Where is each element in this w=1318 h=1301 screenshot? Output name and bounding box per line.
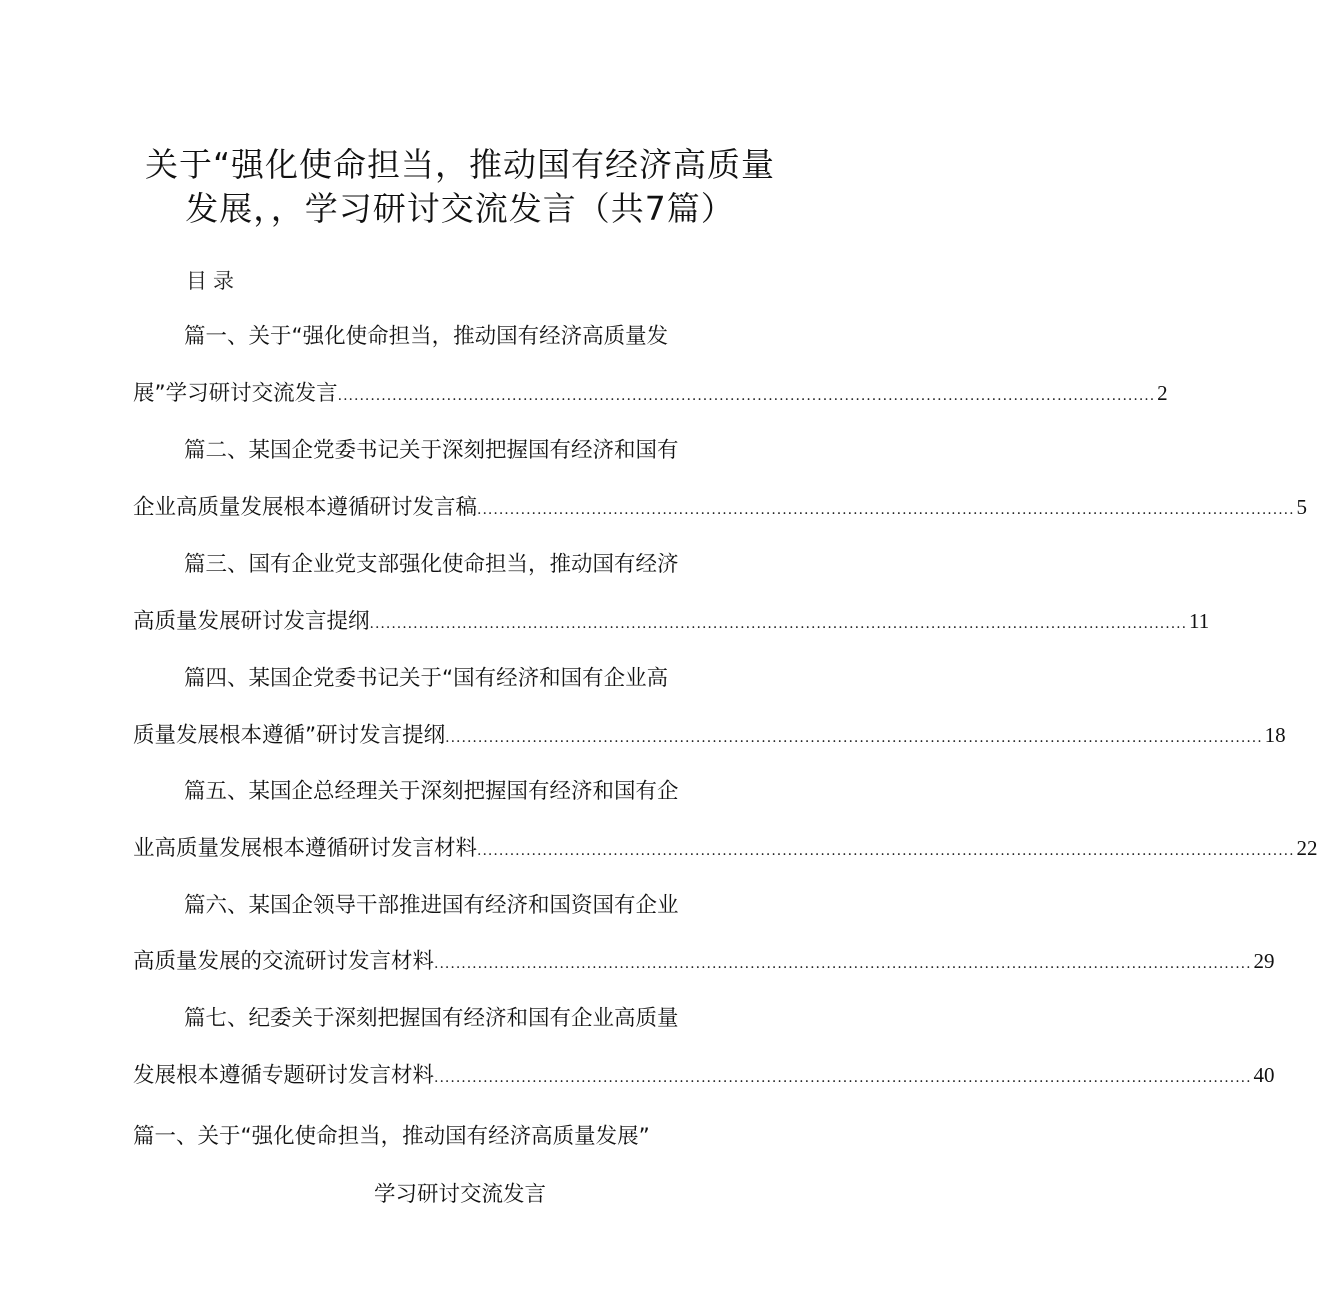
toc-entry-1-line-1[interactable]: 篇一、关于“强化使命担当，推动国有经济高质量发 bbox=[184, 324, 669, 349]
toc-heading: 目录 bbox=[186, 269, 240, 293]
document-title-line-1: 关于“强化使命担当，推动国有经济高质量 bbox=[144, 145, 776, 184]
toc-entry-1-page-number: 2 bbox=[1157, 381, 1168, 405]
toc-entry-6-leader: ...................................................................................................................................................... bbox=[434, 956, 1252, 972]
toc-entry-7-text: 发展根本遵循专题研讨发言材料 bbox=[133, 1063, 435, 1088]
toc-entry-7-page-number: 40 bbox=[1253, 1063, 1275, 1087]
toc-entry-4-page-number: 18 bbox=[1264, 723, 1286, 747]
toc-entry-7-leader: ...................................................................................................................................................... bbox=[434, 1070, 1252, 1086]
toc-entry-2-line-2[interactable] bbox=[133, 492, 1308, 525]
toc-entry-4-line-2[interactable] bbox=[133, 720, 1286, 753]
toc-entry-7-line-2[interactable] bbox=[133, 1060, 1275, 1093]
toc-entry-7-line-1[interactable]: 篇七、纪委关于深刻把握国有经济和国有企业高质量 bbox=[184, 1006, 679, 1031]
toc-entry-6-text: 高质量发展的交流研讨发言材料 bbox=[133, 949, 435, 974]
toc-entry-3-leader: ...................................................................................................................................................... bbox=[369, 616, 1188, 632]
toc-entry-4-text: 质量发展根本遵循”研讨发言提纲 bbox=[133, 723, 446, 748]
toc-entry-6-line-1[interactable]: 篇六、某国企领导干部推进国有经济和国资国有企业 bbox=[184, 893, 679, 918]
toc-entry-3-line-1[interactable]: 篇三、国有企业党支部强化使命担当，推动国有经济 bbox=[184, 552, 679, 577]
toc-entry-2-leader: ...................................................................................................................................................... bbox=[477, 502, 1295, 518]
toc-entry-1-line-2[interactable] bbox=[133, 378, 1168, 411]
section-title: 篇一、关于“强化使命担当，推动国有经济高质量发展” bbox=[133, 1124, 650, 1149]
toc-entry-1-leader: ...................................................................................................................................................... bbox=[337, 388, 1156, 404]
document-title-line-2: 发展，，学习研讨交流发言（共7篇） bbox=[185, 189, 735, 228]
toc-entry-4-line-1[interactable]: 篇四、某国企党委书记关于“国有经济和国有企业高 bbox=[184, 666, 669, 691]
toc-entry-5-line-2[interactable] bbox=[133, 833, 1318, 866]
toc-entry-3-page-number: 11 bbox=[1189, 609, 1210, 633]
toc-entry-2-page-number: 5 bbox=[1296, 495, 1308, 519]
toc-entry-5-text: 业高质量发展根本遵循研讨发言材料 bbox=[133, 836, 478, 861]
toc-entry-5-leader: ...................................................................................................................................................... bbox=[477, 843, 1295, 859]
toc-entry-1-text: 展”学习研讨交流发言 bbox=[133, 381, 338, 406]
toc-entry-6-line-2[interactable] bbox=[133, 946, 1275, 979]
toc-entry-3-line-2[interactable] bbox=[133, 606, 1210, 639]
toc-entry-6-page-number: 29 bbox=[1253, 949, 1275, 973]
toc-entry-5-line-1[interactable]: 篇五、某国企总经理关于深刻把握国有经济和国有企 bbox=[184, 779, 679, 804]
toc-entry-3-text: 高质量发展研讨发言提纲 bbox=[133, 609, 370, 634]
toc-entry-5-page-number: 22 bbox=[1296, 836, 1318, 860]
section-subtitle: 学习研讨交流发言 bbox=[373, 1182, 546, 1207]
toc-entry-4-leader: ...................................................................................................................................................... bbox=[445, 730, 1263, 746]
toc-entry-2-line-1[interactable]: 篇二、某国企党委书记关于深刻把握国有经济和国有 bbox=[184, 438, 679, 463]
toc-entry-2-text: 企业高质量发展根本遵循研讨发言稿 bbox=[133, 495, 478, 520]
